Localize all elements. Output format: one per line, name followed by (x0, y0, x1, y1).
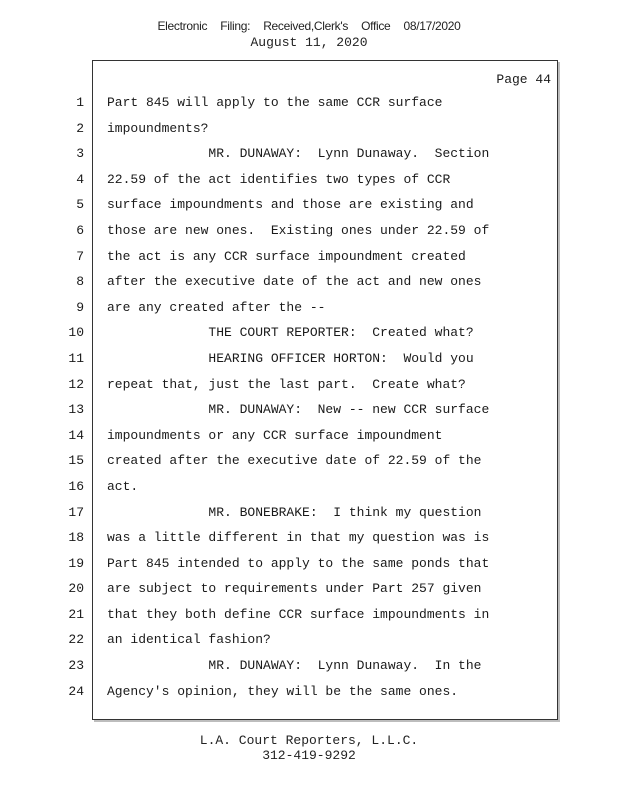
line-number: 11 (68, 350, 84, 366)
line-number: 3 (76, 146, 84, 162)
transcript-date: August 11, 2020 (250, 35, 368, 50)
line-number: 2 (76, 120, 84, 136)
filing-stamp (0, 19, 618, 33)
transcript-line: after the executive date of the act and new ones (107, 274, 482, 290)
transcript-line: are any created after the -- (107, 299, 326, 315)
transcript-line: those are new ones. Existing ones under 22.59 of (107, 222, 490, 238)
transcript-line: impoundments? (107, 120, 209, 136)
filing-word-electronic: Electronic (157, 19, 208, 33)
transcript-line: MR. DUNAWAY: Lynn Dunaway. In the (107, 658, 482, 674)
filing-word-received: Received,Clerk's (263, 19, 349, 33)
reporter-phone: 312-419-9292 (262, 748, 356, 763)
filing-word-filing: Filing: (220, 19, 251, 33)
transcript-line: impoundments or any CCR surface impoundment (107, 427, 443, 443)
transcript-line: Part 845 will apply to the same CCR surface (107, 95, 443, 110)
transcript-text (107, 90, 547, 704)
transcript-line: was a little different in that my question was is (107, 530, 490, 546)
line-number: 15 (68, 453, 84, 469)
transcript-line: act. (107, 478, 139, 494)
transcript-line: the act is any CCR surface impoundment created (107, 248, 466, 264)
transcript-line: an identical fashion? (107, 632, 271, 648)
reporter-company: L.A. Court Reporters, L.L.C. (199, 733, 419, 748)
transcript-line: created after the executive date of 22.59 of the (107, 453, 482, 469)
line-number: 12 (68, 376, 84, 392)
line-number-column (48, 90, 84, 704)
transcript-line: MR. DUNAWAY: New -- new CCR surface (107, 402, 490, 418)
line-number: 5 (76, 197, 84, 213)
filing-date: 08/17/2020 (403, 19, 461, 33)
line-number: 19 (68, 555, 84, 571)
line-number: 10 (68, 325, 84, 341)
line-number: 1 (76, 95, 84, 110)
transcript-line: that they both define CCR surface impoundments in (107, 606, 490, 622)
transcript-line: MR. BONEBRAKE: I think my question (107, 504, 482, 520)
line-number: 14 (68, 427, 84, 443)
filing-word-office: Office (361, 19, 391, 33)
transcript-line: repeat that, just the last part. Create what? (107, 376, 466, 392)
transcript-line: are subject to requirements under Part 257 given (107, 581, 482, 597)
transcript-line: THE COURT REPORTER: Created what? (107, 325, 474, 341)
line-number: 24 (68, 683, 84, 699)
line-number: 17 (68, 504, 84, 520)
line-number: 16 (68, 478, 84, 494)
transcript-line: surface impoundments and those are existing and (107, 197, 474, 213)
line-number: 22 (68, 632, 84, 648)
line-number: 6 (76, 222, 84, 238)
transcript-line: HEARING OFFICER HORTON: Would you (107, 350, 474, 366)
line-number: 20 (68, 581, 84, 597)
transcript-line: Part 845 intended to apply to the same ponds that (107, 555, 490, 571)
line-number: 13 (68, 402, 84, 418)
line-number: 21 (68, 606, 84, 622)
transcript-line: 22.59 of the act identifies two types of CCR (107, 171, 451, 187)
footer (0, 733, 618, 763)
transcript-line: MR. DUNAWAY: Lynn Dunaway. Section (107, 146, 490, 162)
line-number: 4 (76, 171, 84, 187)
line-number: 23 (68, 658, 84, 674)
line-number: 9 (76, 299, 84, 315)
line-number: 7 (76, 248, 84, 264)
transcript-line: Agency's opinion, they will be the same ones. (107, 683, 459, 699)
line-number: 8 (76, 274, 84, 290)
line-number: 18 (68, 530, 84, 546)
page-number: Page 44 (496, 72, 551, 87)
